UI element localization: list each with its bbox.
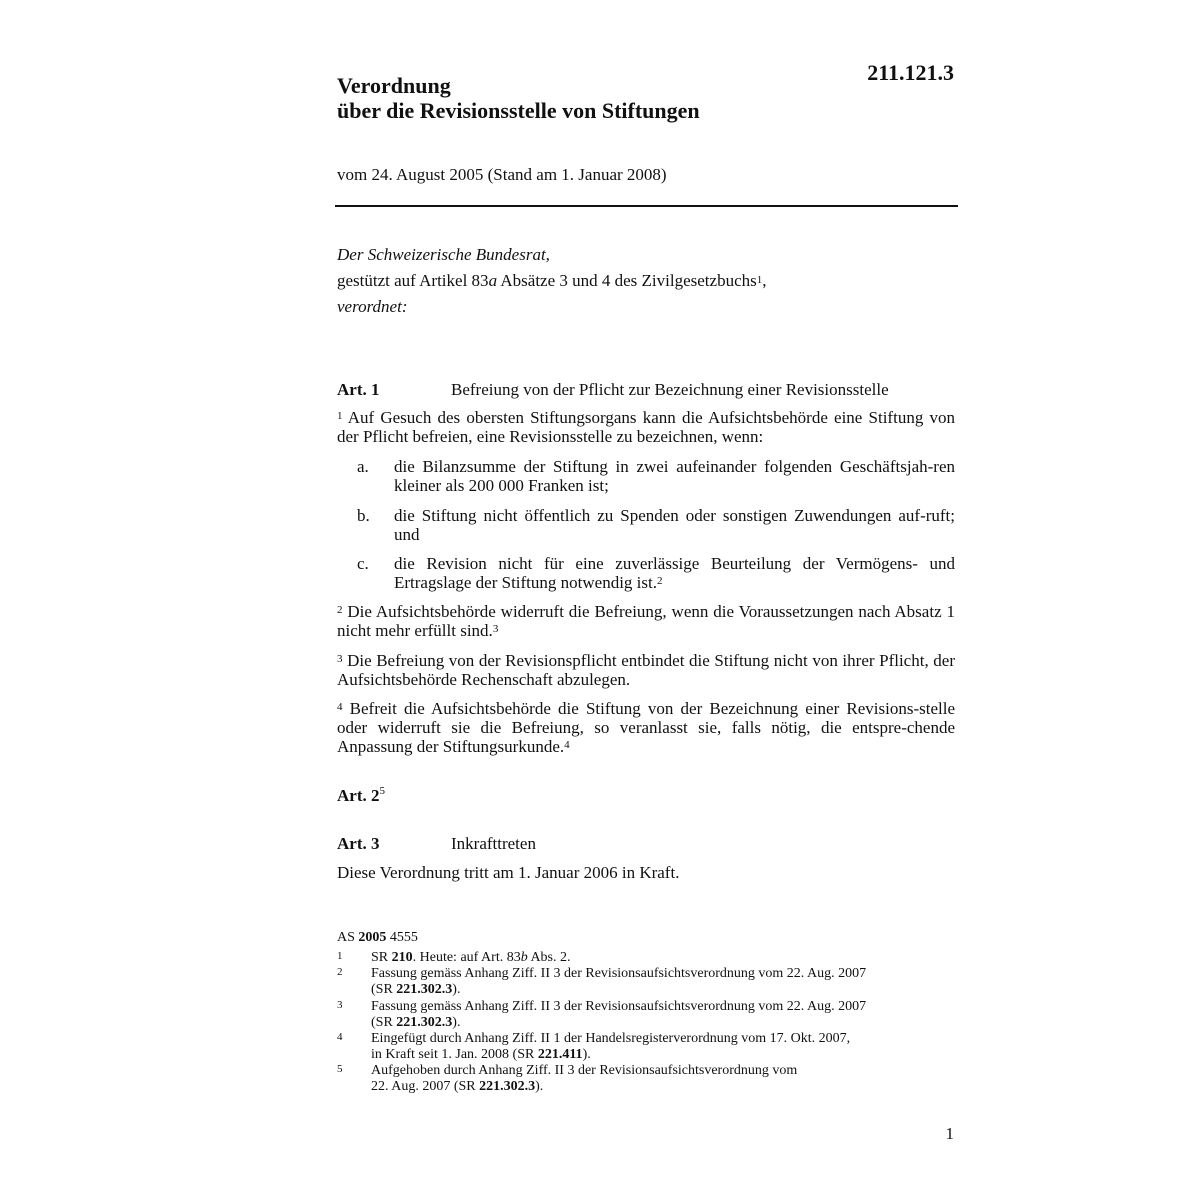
document-title bbox=[337, 73, 700, 123]
preamble bbox=[337, 242, 957, 320]
footnote-2: 2 Fassung gemäss Anhang Ziff. II 3 der Revisionsaufsichtsverordnung vom 22. Aug. 2007 (SR 221.302.3). bbox=[337, 966, 867, 997]
footnote-5: 5 Aufgehoben durch Anhang Ziff. II 3 der Revisionsaufsichtsverordnung vom 22. Aug. 2007 (SR 221.302.3). bbox=[337, 1063, 798, 1094]
article-1-paragraph-1: $^1$ Auf Gesuch des obersten Stiftungsorgans kann die Aufsichtsbehörde eine Stiftung von der Pflicht befreien, eine Revisionsstelle zu bezeichnen, wenn: bbox=[337, 408, 955, 446]
footnote-3: 3 Fassung gemäss Anhang Ziff. II 3 der Revisionsaufsichtsverordnung vom 22. Aug. 2007 (SR 221.302.3). bbox=[337, 999, 867, 1030]
footnote-ref[interactable]: 1 bbox=[756, 274, 763, 286]
sr-number: 211.121.3 bbox=[867, 60, 954, 85]
article-2-number: Art. 2 bbox=[337, 786, 380, 805]
header-divider bbox=[335, 205, 958, 207]
page-number: 1 bbox=[945, 1124, 954, 1143]
article-3-number: Art. 3 bbox=[337, 834, 380, 853]
footnote-ref[interactable]: 4 bbox=[564, 739, 570, 751]
date-line: vom 24. August 2005 (Stand am 1. Januar 2008) bbox=[337, 165, 667, 184]
article-3-heading bbox=[337, 834, 536, 854]
preamble-authority: Der Schweizerische Bundesrat, bbox=[337, 245, 550, 264]
article-2-heading bbox=[337, 786, 385, 806]
footnote-1: 1 SR 210. Heute: auf Art. 83b Abs. 2. bbox=[337, 950, 571, 965]
article-1-heading bbox=[337, 380, 889, 400]
footnote-ref[interactable]: 2 bbox=[656, 575, 663, 587]
article-1-title: Befreiung von der Pflicht zur Bezeichnung einer Revisionsstelle bbox=[451, 380, 889, 399]
preamble-decrees: verordnet: bbox=[337, 297, 408, 316]
list-item-b: b. die Stiftung nicht öffentlich zu Spenden oder sonstigen Zuwendungen auf-ruft; und bbox=[357, 506, 955, 544]
footnote-4: 4 Eingefügt durch Anhang Ziff. II 1 der Handelsregisterverordnung vom 17. Okt. 2007, in Kraft seit 1. Jan. 2008 (SR 221.411). bbox=[337, 1031, 851, 1062]
article-3-title: Inkrafttreten bbox=[451, 834, 536, 853]
article-1-paragraph-3: $^3$ Die Befreiung von der Revisionspflicht entbindet die Stiftung nicht von ihrer Pflicht, der Aufsichtsbehörde Rechenschaft abzulegen. bbox=[337, 651, 955, 689]
article-1-paragraph-2: $^2$ Die Aufsichtsbehörde widerruft die Befreiung, wenn die Voraussetzungen nach Absatz 1 nicht mehr erfüllt sind.$^3$ bbox=[337, 602, 955, 640]
footnote-ref[interactable]: 5 bbox=[379, 785, 385, 797]
preamble-basis: gestützt auf Artikel 83a Absätze 3 und 4 des Zivilgesetzbuchs$^1$, bbox=[337, 271, 767, 290]
title-line-2: über die Revisionsstelle von Stiftungen bbox=[337, 98, 700, 123]
footnote-ref[interactable]: 3 bbox=[492, 623, 499, 635]
list-item-a: a. die Bilanzsumme der Stiftung in zwei aufeinander folgenden Geschäftsjah-ren kleiner als 200 000 Franken ist; bbox=[357, 457, 955, 495]
article-1-number: Art. 1 bbox=[337, 380, 380, 399]
official-compilation-ref: AS 2005 4555 bbox=[337, 930, 418, 945]
list-item-c: c. die Revision nicht für eine zuverlässige Beurteilung der Vermögens- und Ertragslage der Stiftung notwendig ist.$^2$ bbox=[357, 554, 955, 592]
article-1-paragraph-4: $^4$ Befreit die Aufsichtsbehörde die Stiftung von der Bezeichnung einer Revisions-stelle oder widerruft sie die Befreiung, so veranlasst sie, falls nötig, die entspre-chende Anpassung der Stiftungsurkunde.$^4$ bbox=[337, 699, 955, 756]
title-line-1: Verordnung bbox=[337, 73, 451, 98]
article-3-text: Diese Verordnung tritt am 1. Januar 2006 in Kraft. bbox=[337, 863, 680, 882]
